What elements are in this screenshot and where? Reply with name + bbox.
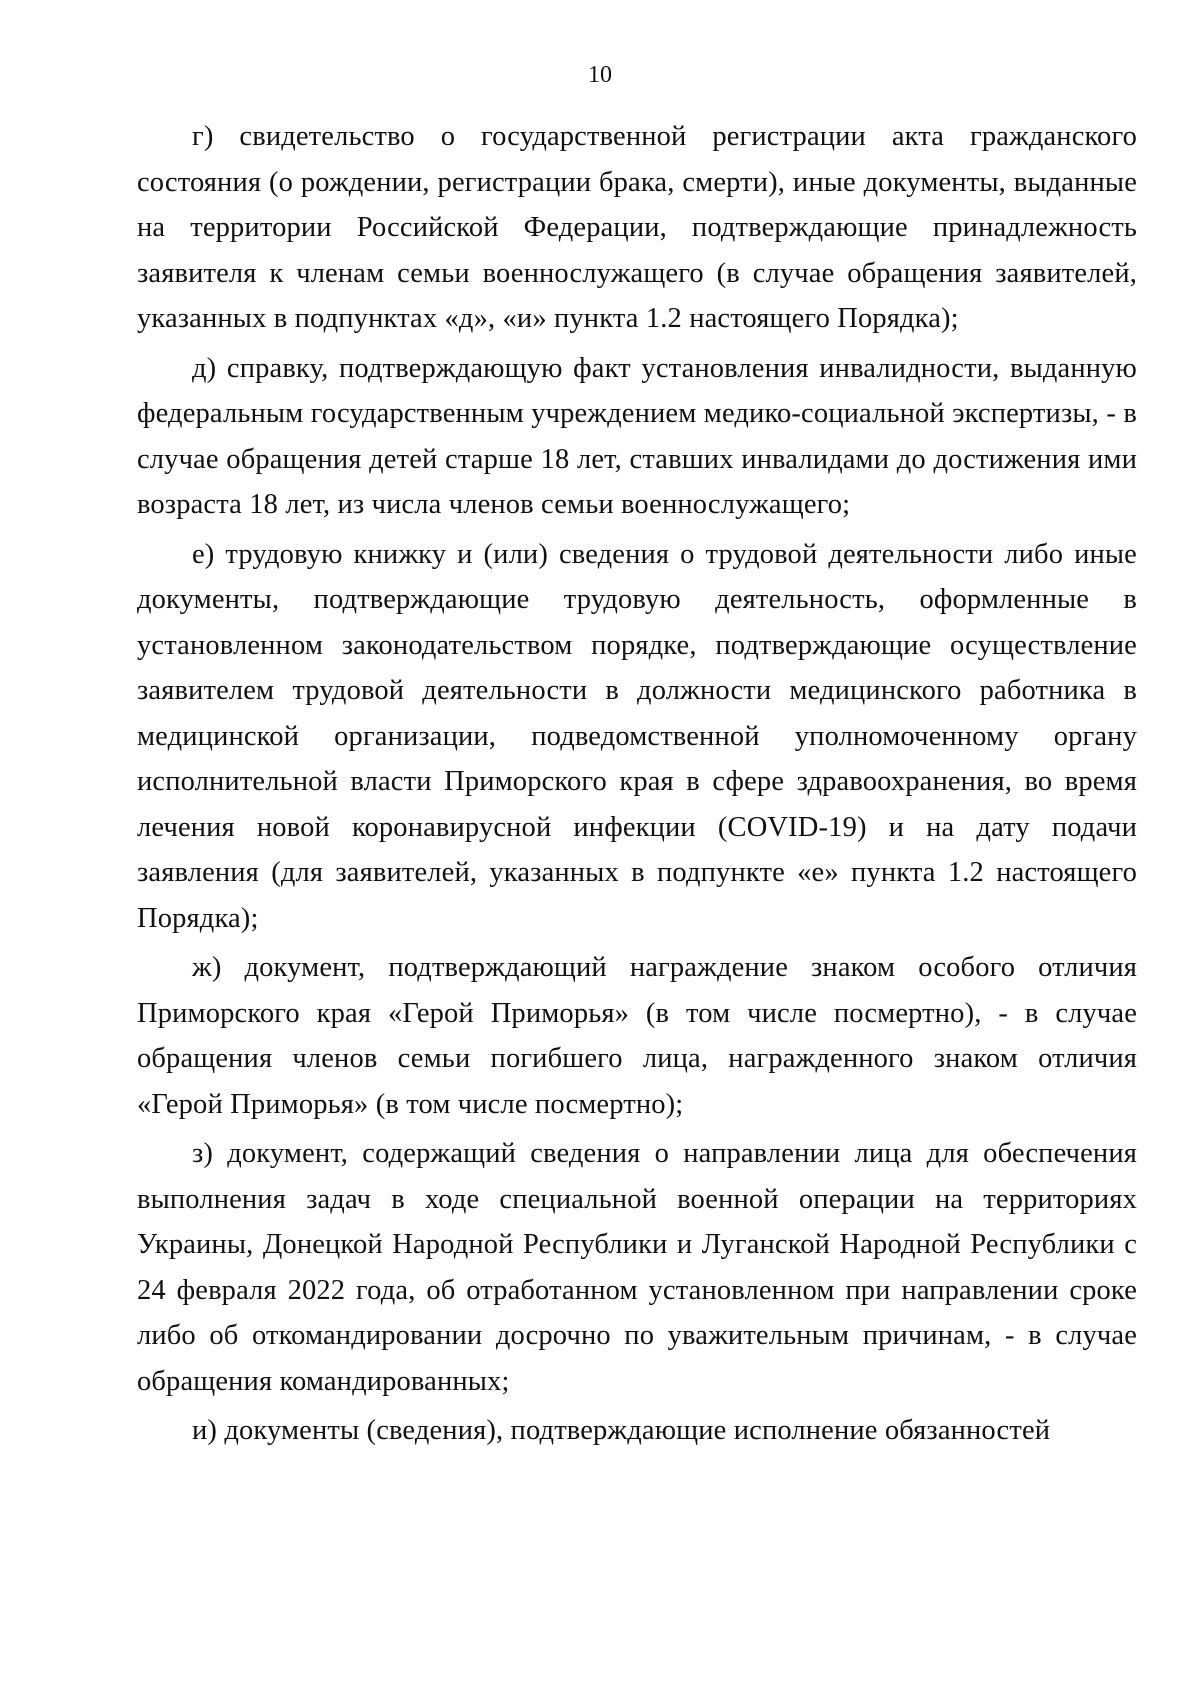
paragraph-d: д) справку, подтверждающую факт установления инвалидности, выданную федеральным государственным учреждением медико-социальной экспертизы, - в случае обращения детей старше 18 лет, ставших инвалидами до достижения ими возраста 18 лет, из числа членов семьи военнослужащего; (137, 352, 1137, 520)
paragraph-e: е) трудовую книжку и (или) сведения о трудовой деятельности либо иные документы, подтверждающие трудовую деятельность, оформленные в установленном законодательством порядке, подтверждающие осуществление заявителем трудовой деятельности в должности медицинского работника в медицинской организации, подведомственной уполномоченному органу исполнительной власти Приморского края в сфере здравоохранения, во время лечения новой коронавирусной инфекции (COVID-19) и на дату подачи заявления (для заявителей, указанных в подпункте «е» пункта 1.2 настоящего Порядка); (137, 538, 1137, 934)
paragraph-zh: ж) документ, подтверждающий награждение знаком особого отличия Приморского края «Герой Приморья» (в том числе посмертно), - в случае обращения членов семьи погибшего лица, награжденного знаком отличия «Герой Приморья» (в том числе посмертно); (137, 952, 1137, 1120)
document-body (137, 114, 1137, 1458)
paragraph-g: г) свидетельство о государственной регистрации акта гражданского состояния (о рождении, регистрации брака, смерти), иные документы, выданные на территории Российской Федерации, подтверждающие принадлежность заявителя к членам семьи военнослужащего (в случае обращения заявителей, указанных в подпунктах «д», «и» пункта 1.2 настоящего Порядка); (137, 121, 1137, 334)
page-number: 10 (588, 62, 612, 88)
paragraph-z: з) документ, содержащий сведения о направлении лица для обеспечения выполнения задач в ходе специальной военной операции на территориях Украины, Донецкой Народной Республики и Луганской Народной Республики с 24 февраля 2022 года, об отработанном установленном при направлении сроке либо об откомандировании досрочно по уважительным причинам, - в случае обращения командированных; (137, 1138, 1137, 1397)
paragraph-i: и) документы (сведения), подтверждающие исполнение обязанностей (192, 1415, 1051, 1446)
